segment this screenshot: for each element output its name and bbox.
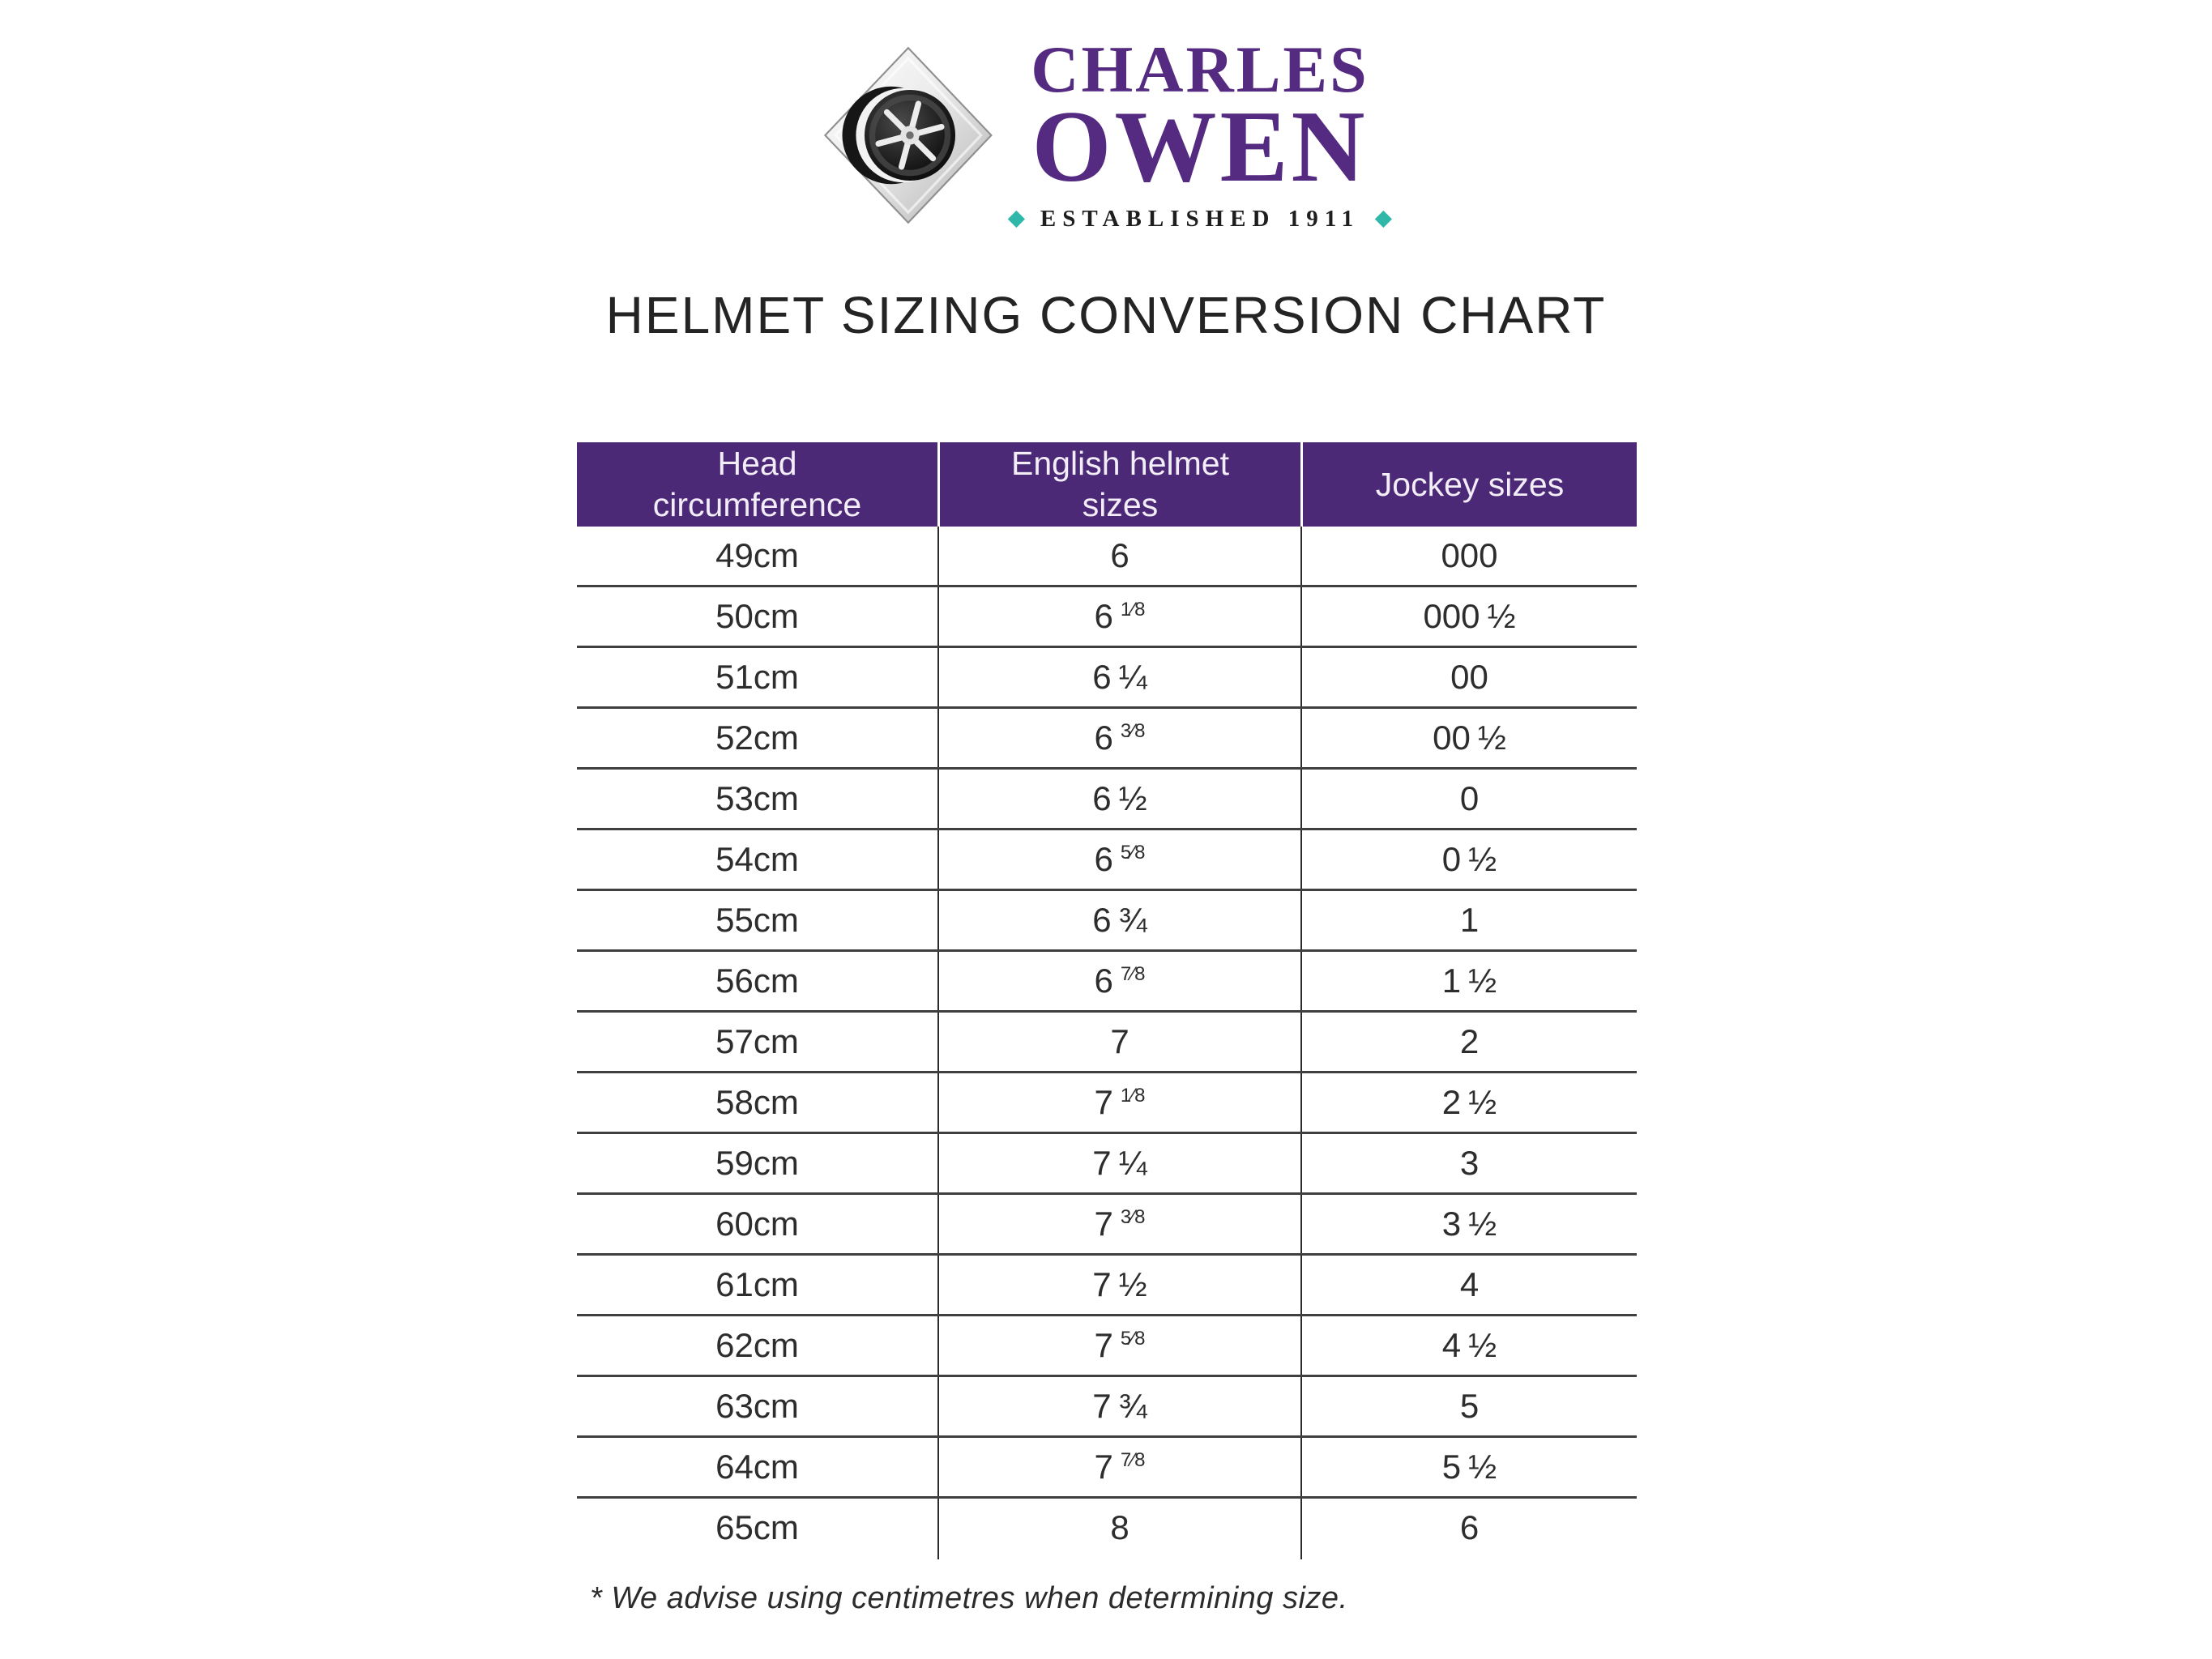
head-circumference-value: 62cm <box>715 1326 799 1364</box>
english-size-fraction: ¾ <box>1118 1387 1147 1425</box>
jockey-size-value: 5 <box>1459 1387 1480 1425</box>
english-size-fraction: ¼ <box>1118 658 1147 696</box>
english-size-value: 7 <box>1094 1083 1113 1121</box>
head-circumference-cell <box>577 952 937 1010</box>
head-circumference-value: 65cm <box>715 1508 799 1546</box>
english-size-value: 6 <box>1092 658 1112 696</box>
english-size-value: 7 <box>1094 1326 1113 1364</box>
table-header-row <box>577 442 1637 527</box>
teal-diamond-icon <box>1375 211 1392 228</box>
english-helmet-size-cell <box>937 952 1300 1010</box>
english-size-value: 6 <box>1094 597 1113 635</box>
established-text: ESTABLISHED 1911 <box>1040 206 1360 232</box>
english-size-fraction-sup: 7⁄8 <box>1120 1449 1146 1471</box>
jockey-size-fraction: ½ <box>1487 597 1516 635</box>
english-size-fraction-sup: 3⁄8 <box>1120 1206 1146 1228</box>
jockey-size-value: 6 <box>1459 1508 1480 1546</box>
jockey-size-fraction: ½ <box>1468 1205 1497 1243</box>
table-row <box>577 1195 1637 1256</box>
head-circumference-cell <box>577 1377 937 1435</box>
jockey-size-value: 2 <box>1459 1022 1480 1060</box>
brand-name-charles: CHARLES <box>1031 32 1369 106</box>
english-size-value: 6 <box>1094 840 1113 878</box>
head-circumference-value: 63cm <box>715 1387 799 1425</box>
jockey-size-value: 0 <box>1441 840 1462 878</box>
head-circumference-value: 56cm <box>715 962 799 1000</box>
english-helmet-size-cell <box>937 1377 1300 1435</box>
head-circumference-value: 58cm <box>715 1083 799 1121</box>
head-circumference-cell <box>577 527 937 585</box>
english-size-value: 6 <box>1092 901 1112 939</box>
jockey-size-cell <box>1300 1377 1637 1435</box>
head-circumference-cell <box>577 1134 937 1192</box>
english-size-value: 7 <box>1092 1144 1112 1182</box>
english-size-fraction: ½ <box>1118 779 1147 817</box>
jockey-size-value: 000 <box>1423 597 1480 635</box>
table-row <box>577 1316 1637 1377</box>
table-row <box>577 1438 1637 1499</box>
jockey-size-cell <box>1300 1256 1637 1314</box>
english-size-value: 7 <box>1110 1022 1129 1060</box>
english-size-fraction-sup: 5⁄8 <box>1120 1328 1146 1350</box>
table-row <box>577 830 1637 891</box>
column-header-label: Jockey sizes <box>1375 465 1565 503</box>
head-circumference-cell <box>577 1499 937 1559</box>
head-circumference-value: 64cm <box>715 1448 799 1486</box>
page-title: HELMET SIZING CONVERSION CHART <box>605 286 1607 344</box>
jockey-size-cell <box>1300 1013 1637 1071</box>
english-helmet-size-cell <box>937 709 1300 767</box>
teal-diamond-icon <box>1008 211 1025 228</box>
english-helmet-size-cell <box>937 1256 1300 1314</box>
jockey-size-value: 4 <box>1441 1326 1462 1364</box>
english-size-fraction: ¾ <box>1118 901 1147 939</box>
head-circumference-cell <box>577 648 937 706</box>
table-row <box>577 891 1637 952</box>
jockey-size-value: 2 <box>1441 1083 1462 1121</box>
head-circumference-cell <box>577 709 937 767</box>
jockey-size-cell <box>1300 891 1637 949</box>
table-row <box>577 1256 1637 1316</box>
jockey-size-value: 3 <box>1441 1205 1462 1243</box>
table-row <box>577 1499 1637 1559</box>
column-header-label: English helmet sizes <box>1011 445 1229 523</box>
english-size-fraction-sup: 1⁄8 <box>1120 1085 1146 1107</box>
column-header-jockey-sizes <box>1300 442 1637 527</box>
table-body <box>577 527 1637 1559</box>
jockey-size-fraction: ½ <box>1468 840 1497 878</box>
english-helmet-size-cell <box>937 1499 1300 1559</box>
head-circumference-cell <box>577 830 937 889</box>
english-helmet-size-cell <box>937 527 1300 585</box>
head-circumference-value: 57cm <box>715 1022 799 1060</box>
head-circumference-value: 50cm <box>715 597 799 635</box>
table-row <box>577 1073 1637 1134</box>
head-circumference-cell <box>577 891 937 949</box>
jockey-size-value: 000 <box>1441 536 1498 574</box>
english-helmet-size-cell <box>937 1013 1300 1071</box>
english-helmet-size-cell <box>937 1134 1300 1192</box>
jockey-size-fraction: ½ <box>1468 962 1497 1000</box>
head-circumference-value: 53cm <box>715 779 799 817</box>
english-size-value: 7 <box>1092 1265 1112 1303</box>
english-helmet-size-cell <box>937 770 1300 828</box>
english-size-value: 6 <box>1094 962 1113 1000</box>
brand-diamond-wheel-icon <box>822 45 994 225</box>
column-header-english-helmet-sizes <box>937 442 1300 527</box>
brand-established-line <box>1010 206 1390 232</box>
english-helmet-size-cell <box>937 587 1300 646</box>
english-helmet-size-cell <box>937 830 1300 889</box>
jockey-size-value: 4 <box>1459 1265 1480 1303</box>
jockey-size-value: 5 <box>1441 1448 1462 1486</box>
english-helmet-size-cell <box>937 891 1300 949</box>
table-row <box>577 709 1637 770</box>
jockey-size-value: 00 <box>1450 658 1488 696</box>
english-size-value: 6 <box>1110 536 1129 574</box>
jockey-size-value: 1 <box>1441 962 1462 1000</box>
english-size-fraction-sup: 7⁄8 <box>1120 963 1146 985</box>
jockey-size-cell <box>1300 1499 1637 1559</box>
english-size-value: 6 <box>1094 719 1113 757</box>
english-size-fraction-sup: 5⁄8 <box>1120 842 1146 864</box>
table-row <box>577 770 1637 830</box>
jockey-size-cell <box>1300 770 1637 828</box>
english-helmet-size-cell <box>937 1073 1300 1132</box>
column-header-label: Head circumference <box>652 445 862 523</box>
head-circumference-value: 55cm <box>715 901 799 939</box>
jockey-size-cell <box>1300 1073 1637 1132</box>
jockey-size-fraction: ½ <box>1468 1083 1497 1121</box>
jockey-size-value: 00 <box>1433 719 1471 757</box>
table-row <box>577 1134 1637 1195</box>
head-circumference-cell <box>577 1438 937 1496</box>
head-circumference-cell <box>577 1013 937 1071</box>
jockey-size-value: 3 <box>1459 1144 1480 1182</box>
table-row <box>577 648 1637 709</box>
english-helmet-size-cell <box>937 1195 1300 1253</box>
head-circumference-cell <box>577 1073 937 1132</box>
head-circumference-value: 60cm <box>715 1205 799 1243</box>
sizing-conversion-table <box>577 442 1637 1559</box>
head-circumference-value: 52cm <box>715 719 799 757</box>
english-size-fraction-sup: 3⁄8 <box>1120 720 1146 742</box>
jockey-size-cell <box>1300 1134 1637 1192</box>
brand-name-owen: OWEN <box>1031 91 1369 203</box>
table-row <box>577 527 1637 587</box>
english-size-value: 7 <box>1094 1205 1113 1243</box>
brand-wordmark <box>1010 32 1390 232</box>
english-size-value: 7 <box>1094 1448 1113 1486</box>
jockey-size-value: 1 <box>1459 901 1480 939</box>
head-circumference-cell <box>577 1316 937 1375</box>
english-size-value: 7 <box>1092 1387 1112 1425</box>
head-circumference-value: 61cm <box>715 1265 799 1303</box>
footnote: * We advise using centimetres when determining size. <box>590 1581 1348 1615</box>
head-circumference-value: 54cm <box>715 840 799 878</box>
head-circumference-value: 51cm <box>715 658 799 696</box>
table-row <box>577 587 1637 648</box>
english-helmet-size-cell <box>937 648 1300 706</box>
head-circumference-cell <box>577 1195 937 1253</box>
english-size-fraction: ¼ <box>1118 1144 1147 1182</box>
jockey-size-cell <box>1300 830 1637 889</box>
head-circumference-value: 59cm <box>715 1144 799 1182</box>
jockey-size-fraction: ½ <box>1477 719 1506 757</box>
jockey-size-cell <box>1300 648 1637 706</box>
head-circumference-cell <box>577 587 937 646</box>
table-row <box>577 1013 1637 1073</box>
english-size-fraction: ½ <box>1118 1265 1147 1303</box>
jockey-size-cell <box>1300 709 1637 767</box>
jockey-size-value: 0 <box>1459 779 1480 817</box>
english-size-fraction-sup: 1⁄8 <box>1120 599 1146 621</box>
jockey-size-cell <box>1300 1316 1637 1375</box>
jockey-size-fraction: ½ <box>1468 1448 1497 1486</box>
head-circumference-value: 49cm <box>715 536 799 574</box>
jockey-size-cell <box>1300 1438 1637 1496</box>
brand-logo <box>822 32 1390 232</box>
table-row <box>577 1377 1637 1438</box>
jockey-size-cell <box>1300 952 1637 1010</box>
jockey-size-fraction: ½ <box>1468 1326 1497 1364</box>
jockey-size-cell <box>1300 527 1637 585</box>
head-circumference-cell <box>577 770 937 828</box>
column-header-head-circumference <box>577 442 937 527</box>
english-helmet-size-cell <box>937 1438 1300 1496</box>
english-size-value: 8 <box>1110 1508 1129 1546</box>
english-size-value: 6 <box>1092 779 1112 817</box>
jockey-size-cell <box>1300 587 1637 646</box>
english-helmet-size-cell <box>937 1316 1300 1375</box>
jockey-size-cell <box>1300 1195 1637 1253</box>
head-circumference-cell <box>577 1256 937 1314</box>
table-row <box>577 952 1637 1013</box>
